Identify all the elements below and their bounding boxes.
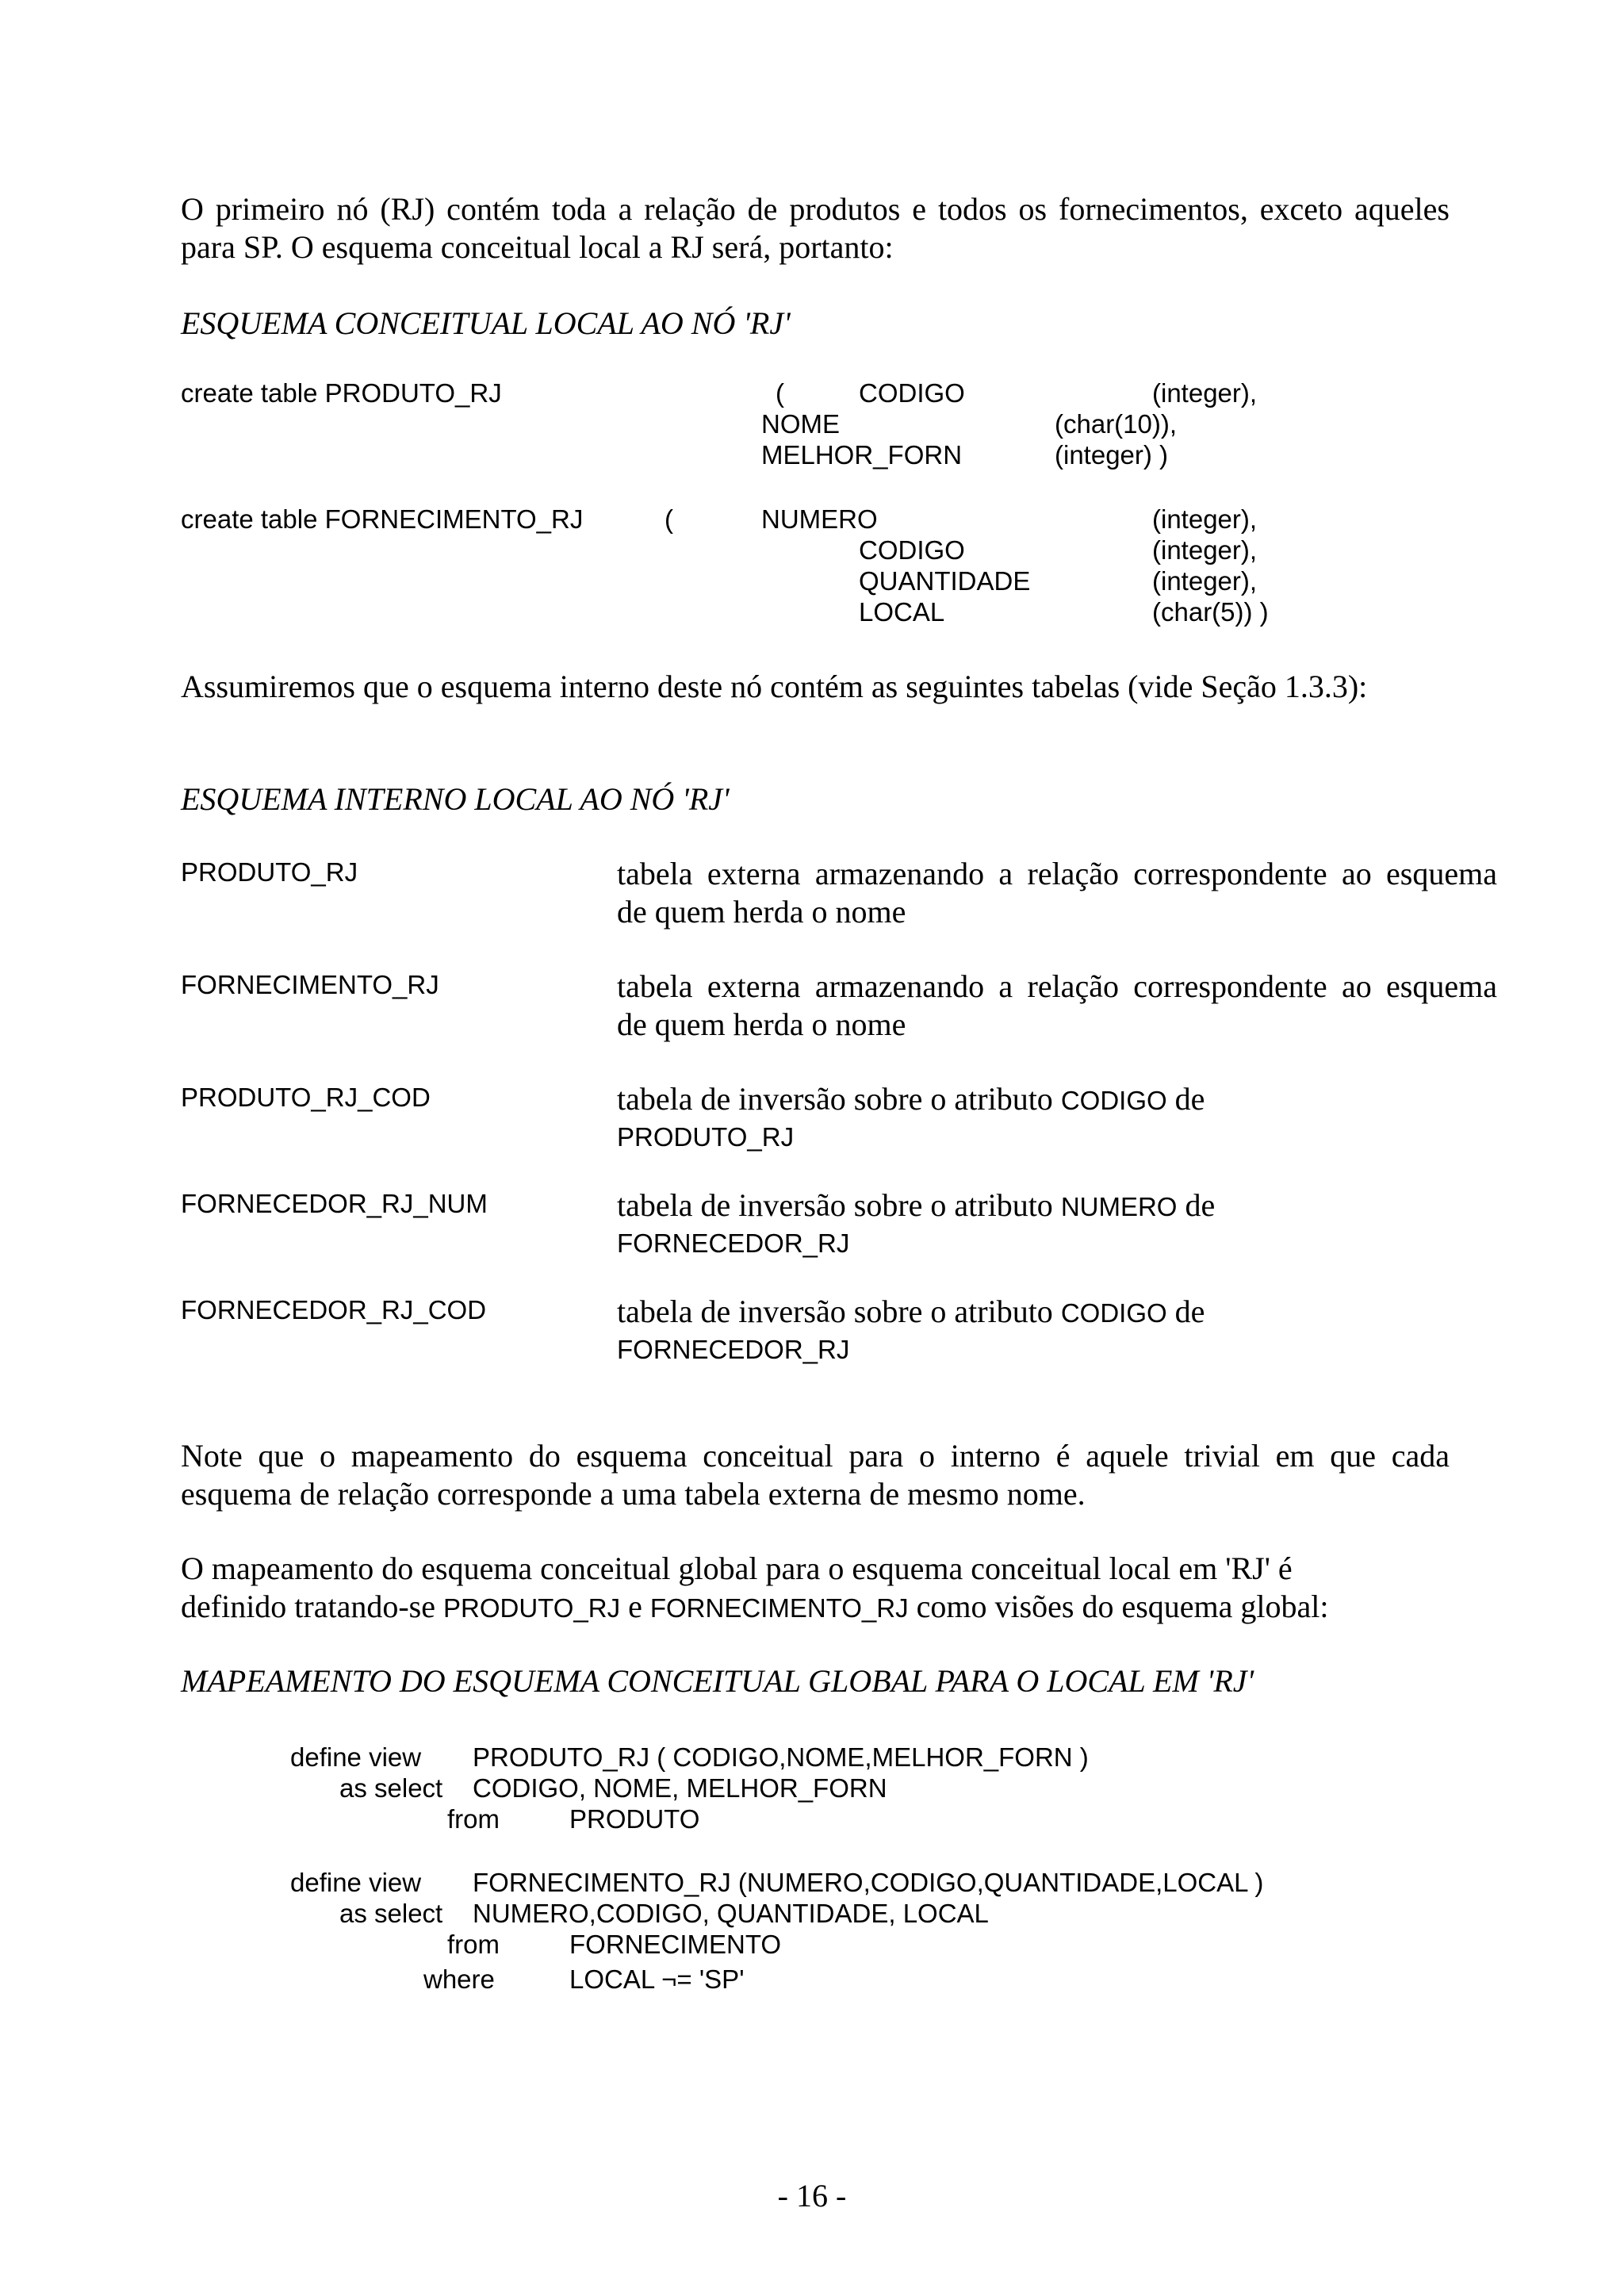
desc-line-1	[617, 1080, 1497, 1120]
kw-define-view: define view	[290, 1742, 422, 1772]
desc-line-2: FORNECEDOR_RJ	[617, 1335, 850, 1364]
kw-from: from	[447, 1930, 500, 1959]
create-fornecimento-col2: CODIGO	[859, 535, 965, 565]
view-produto-from: PRODUTO	[569, 1804, 700, 1834]
internal-table-desc	[617, 1080, 1497, 1155]
create-fornecimento-type3: (integer),	[1152, 566, 1258, 596]
mapping-table-name: FORNECIMENTO_RJ	[649, 1593, 909, 1623]
desc-text: tabela de inversão sobre o atributo	[617, 1187, 1061, 1223]
create-fornecimento-col3: QUANTIDADE	[859, 566, 1031, 596]
create-produto-col3: MELHOR_FORN	[761, 440, 963, 470]
create-produto-paren: (	[776, 378, 784, 408]
create-fornecimento-head: create table FORNECIMENTO_RJ	[181, 504, 584, 534]
view-fornecimento-select: NUMERO,CODIGO, QUANTIDADE, LOCAL	[473, 1899, 989, 1928]
internal-table-name: FORNECEDOR_RJ_NUM	[181, 1189, 488, 1218]
internal-table-desc	[617, 968, 1497, 1044]
mapping-text: e	[620, 1589, 650, 1624]
intro-line-1: O primeiro nó (RJ) contém toda a relação de produtos e todos os fornecimentos, exceto aqueles	[181, 191, 1450, 227]
assume-text: Assumiremos que o esquema interno deste nó contém as seguintes tabelas (vide Seção 1.3.3):	[181, 669, 1368, 704]
heading-conceptual-schema: ESQUEMA CONCEITUAL LOCAL AO NÓ 'RJ'	[181, 305, 791, 341]
create-fornecimento-type4: (char(5)) )	[1152, 597, 1269, 627]
create-produto-type3: (integer) )	[1055, 440, 1169, 470]
internal-table-desc	[617, 855, 1497, 931]
view-fornecimento-def: FORNECIMENTO_RJ (NUMERO,CODIGO,QUANTIDADE,LOCAL )	[473, 1868, 1264, 1897]
desc-text: tabela de inversão sobre o atributo	[617, 1081, 1061, 1117]
view-fornecimento-where: LOCAL ¬= 'SP'	[569, 1964, 745, 1994]
desc-line-1: tabela externa armazenando a relação correspondente ao esquema	[617, 968, 1497, 1004]
kw-define-view: define view	[290, 1868, 422, 1897]
desc-line-1	[617, 1293, 1497, 1332]
desc-line-1	[617, 1186, 1497, 1226]
desc-text: de	[1177, 1187, 1216, 1223]
internal-table-name: PRODUTO_RJ_COD	[181, 1083, 431, 1112]
desc-line-2: FORNECEDOR_RJ	[617, 1228, 850, 1258]
create-produto-col2: NOME	[761, 409, 840, 439]
create-produto-col1: CODIGO	[859, 378, 965, 408]
create-produto-type1: (integer),	[1152, 378, 1258, 408]
mapping-table-name: PRODUTO_RJ	[443, 1593, 621, 1623]
heading-mapping: MAPEAMENTO DO ESQUEMA CONCEITUAL GLOBAL PARA O LOCAL EM 'RJ'	[181, 1663, 1254, 1699]
desc-attribute: CODIGO	[1060, 1298, 1167, 1328]
page-number: - 16 -	[777, 2178, 847, 2214]
internal-table-desc	[617, 1186, 1497, 1261]
desc-line-1: tabela externa armazenando a relação correspondente ao esquema	[617, 856, 1497, 891]
internal-table-desc	[617, 1293, 1497, 1367]
note-line-1: Note que o mapeamento do esquema conceitual para o interno é aquele trivial em que cada	[181, 1438, 1450, 1474]
view-fornecimento-from: FORNECIMENTO	[569, 1930, 782, 1959]
note-line-2: esquema de relação corresponde a uma tabela externa de mesmo nome.	[181, 1476, 1086, 1512]
create-fornecimento-type2: (integer),	[1152, 535, 1258, 565]
desc-line-2: de quem herda o nome	[617, 1006, 906, 1042]
mapping-intro-line-2	[181, 1588, 1450, 1627]
create-produto-type2: (char(10)),	[1055, 409, 1178, 439]
create-fornecimento-paren: (	[665, 504, 673, 534]
intro-line-2: para SP. O esquema conceitual local a RJ será, portanto:	[181, 229, 894, 265]
view-produto-def: PRODUTO_RJ ( CODIGO,NOME,MELHOR_FORN )	[473, 1742, 1089, 1772]
internal-table-name: PRODUTO_RJ	[181, 857, 358, 887]
heading-internal-schema: ESQUEMA INTERNO LOCAL AO NÓ 'RJ'	[181, 781, 730, 817]
desc-line-2: de quem herda o nome	[617, 894, 906, 930]
create-fornecimento-col4: LOCAL	[859, 597, 945, 627]
kw-as-select: as select	[339, 1773, 443, 1803]
create-produto-head: create table PRODUTO_RJ	[181, 378, 502, 408]
desc-text: de	[1166, 1081, 1205, 1117]
kw-where: where	[423, 1964, 495, 1994]
kw-from: from	[447, 1804, 500, 1834]
create-fornecimento-col1: NUMERO	[761, 504, 878, 534]
internal-table-name: FORNECEDOR_RJ_COD	[181, 1295, 487, 1324]
desc-attribute: CODIGO	[1060, 1086, 1167, 1115]
create-fornecimento-type1: (integer),	[1152, 504, 1258, 534]
view-produto-select: CODIGO, NOME, MELHOR_FORN	[473, 1773, 887, 1803]
desc-attribute: NUMERO	[1060, 1192, 1178, 1221]
mapping-intro-line-1: O mapeamento do esquema conceitual global para o esquema conceitual local em 'RJ' é	[181, 1550, 1293, 1586]
desc-text: tabela de inversão sobre o atributo	[617, 1294, 1061, 1329]
mapping-text: como visões do esquema global:	[908, 1589, 1329, 1624]
mapping-text: definido tratando-se	[181, 1589, 443, 1624]
kw-as-select: as select	[339, 1899, 443, 1928]
desc-line-2: PRODUTO_RJ	[617, 1122, 795, 1152]
desc-text: de	[1166, 1294, 1205, 1329]
internal-table-name: FORNECIMENTO_RJ	[181, 970, 439, 999]
